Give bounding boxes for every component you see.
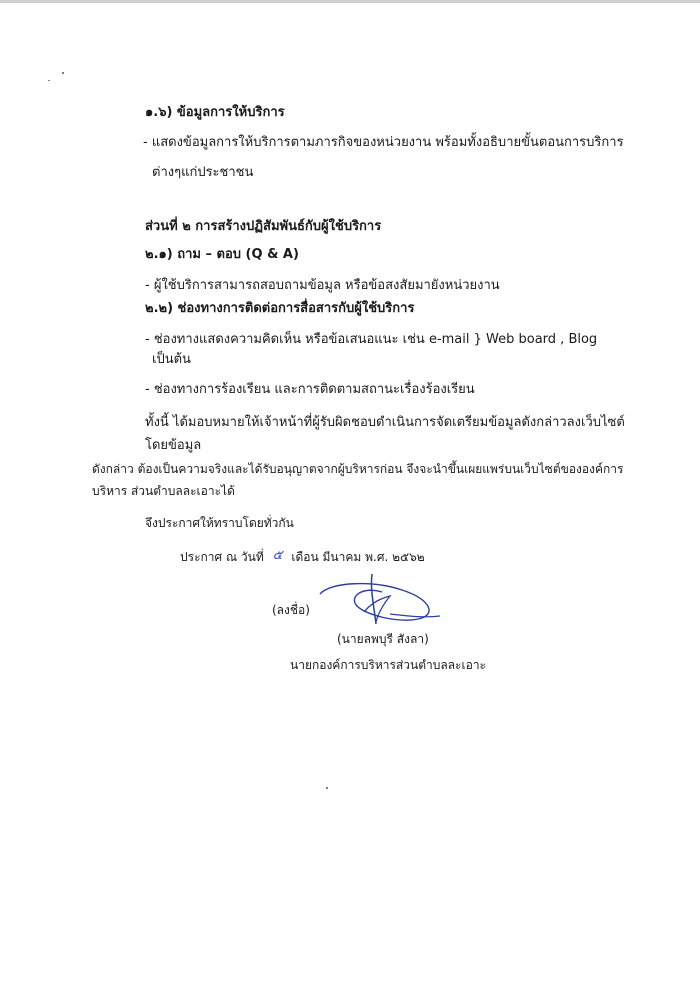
section-2-2-heading: ๒.๒) ช่องทางการติดต่อการสื่อสารกับผู้ใช้บริการ <box>145 301 415 316</box>
sign-label: (ลงชื่อ) <box>272 603 310 617</box>
section-1-6-heading: ๑.๖) ข้อมูลการให้บริการ <box>145 105 285 120</box>
signer-title: นายกองค์การบริหารส่วนตำบลละเอาะ <box>290 658 486 672</box>
signature-scribble <box>312 572 447 632</box>
condition-text-line-2: บริหาร ส่วนตำบลละเอาะได้ <box>92 484 235 498</box>
part-2-heading: ส่วนที่ ๒ การสร้างปฏิสัมพันธ์กับผู้ใช้บริการ <box>145 219 382 234</box>
scan-speck <box>326 787 328 789</box>
section-2-1-text: - ผู้ใช้บริการสามารถสอบถามข้อมูล หรือข้อสงสัยมายังหน่วยงาน <box>145 278 500 293</box>
scan-speck <box>62 72 64 74</box>
date-prefix: ประกาศ ณ วันที่ <box>180 550 264 564</box>
assign-text-line-2: โดยข้อมูล <box>145 438 202 453</box>
date-suffix: เดือน มีนาคม พ.ศ. ๒๕๖๒ <box>291 550 425 564</box>
section-2-2-bullet-2: - ช่องทางการร้องเรียน และการติดตามสถานะเรื่องร้องเรียน <box>145 382 475 397</box>
assign-text-line-1: ทั้งนี้ ได้มอบหมายให้เจ้าหน้าที่ผู้รับผิดชอบดำเนินการจัดเตรียมข้อมูลดังกล่าวลงเว็บไซต์ <box>145 415 625 430</box>
condition-text-line-1: ดังกล่าว ต้องเป็นความจริงและได้รับอนุญาตจากผู้บริหารก่อน จึงจะนำขึ้นเผยแพร่บนเว็บไซต์ขององค์การ <box>92 462 624 476</box>
signer-name: (นายลพบุรี สังลา) <box>337 632 429 646</box>
section-2-2-bullet-1-line-1: - ช่องทางแสดงความคิดเห็น หรือข้อเสนอแนะ เช่น e-mail } Web board , Blog <box>145 332 598 347</box>
section-2-1-heading: ๒.๑) ถาม – ตอบ (Q & A) <box>145 247 299 262</box>
scan-speck <box>48 80 50 81</box>
section-1-6-text-line-2: ต่างๆแก่ประชาชน <box>152 165 254 180</box>
section-1-6-text-line-1: - แสดงข้อมูลการให้บริการตามภารกิจของหน่วยงาน พร้อมทั้งอธิบายขั้นตอนการบริการ <box>143 135 624 150</box>
section-2-2-bullet-1-line-2: เป็นต้น <box>152 352 191 367</box>
announce-date <box>180 548 425 567</box>
date-day-handwritten: ๕ <box>272 548 283 563</box>
scan-edge <box>0 0 700 3</box>
announce-text: จึงประกาศให้ทราบโดยทั่วกัน <box>145 516 294 530</box>
